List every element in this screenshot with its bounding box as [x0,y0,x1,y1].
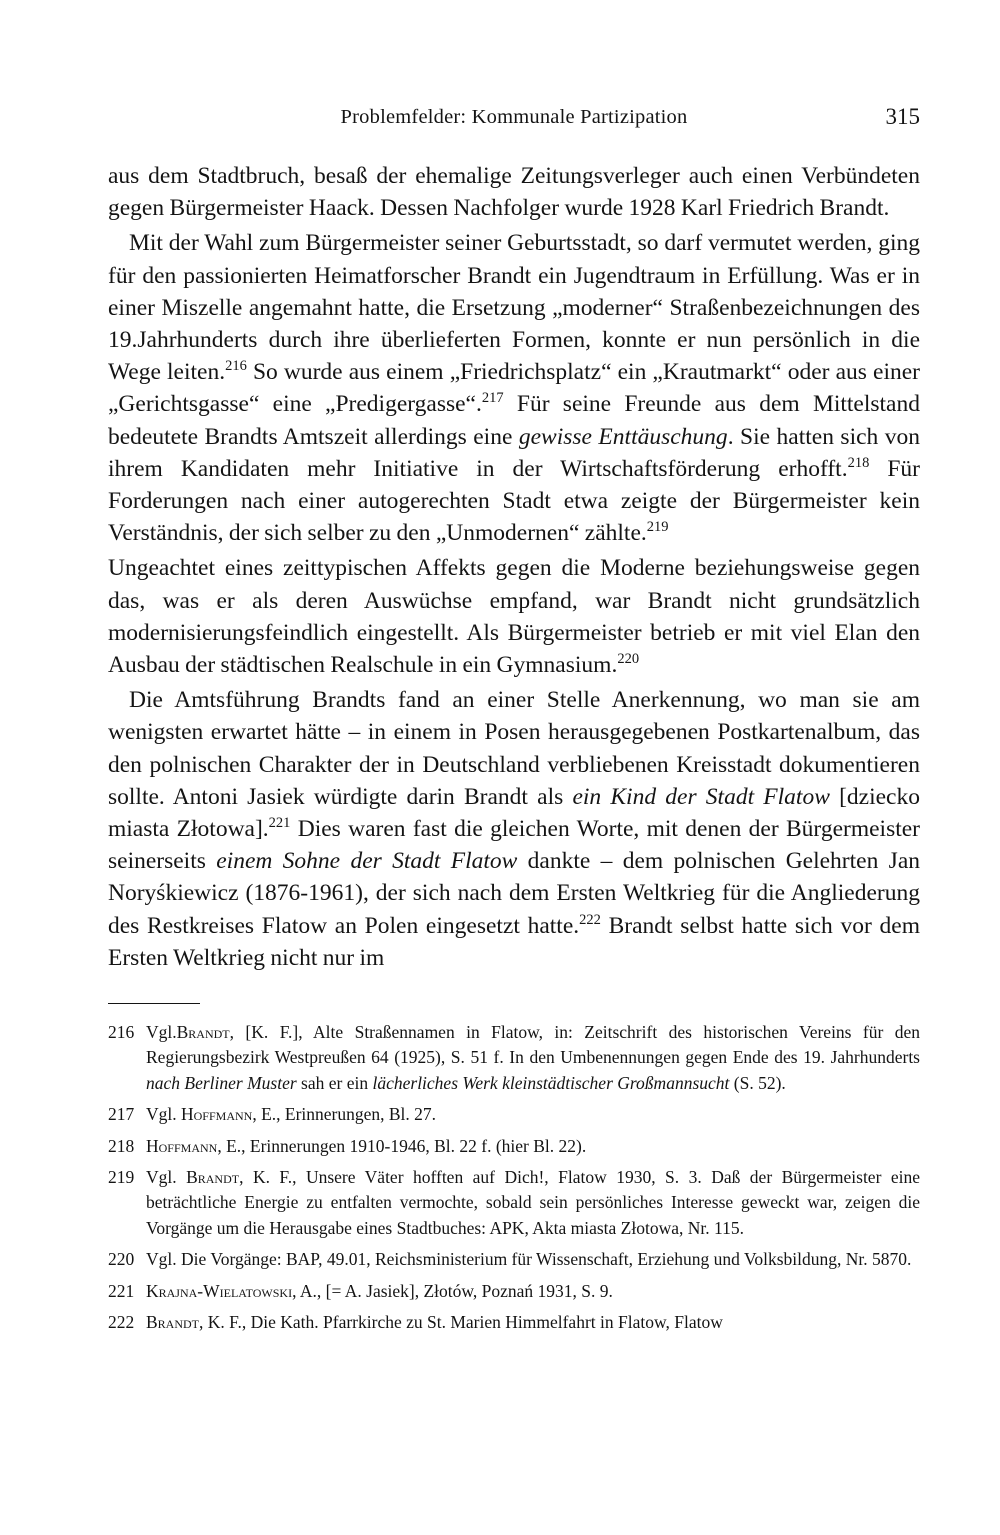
page-number: 315 [885,104,920,129]
footnote-221 [108,1279,920,1304]
running-title: Problemfelder: Kommunale Partizipation [340,106,688,128]
footnote-number: 217 [108,1104,135,1125]
author-name: Krajna-Wielatowski [146,1280,293,1301]
footnote-222 [108,1310,920,1335]
text-run: So wurde aus einem „Friedrichsplatz“ ein „Krautmarkt“ oder aus einer „Gerichtsgasse“ eine „Predigergasse“. [108,359,920,418]
footnote-218 [108,1134,920,1159]
footnote-216 [108,1020,920,1096]
footnote-number: 221 [108,1280,135,1301]
text-run: Vgl. [146,1022,177,1042]
paragraph-3 [108,552,920,681]
footnote-ref-217: 217 [481,390,504,407]
footnote-ref-222: 222 [579,911,601,928]
footnote-number: 218 [108,1135,135,1156]
footnote-divider [108,1003,200,1004]
author-name: Hoffmann [181,1104,253,1125]
text-run: (S. 52). [729,1072,786,1093]
footnote-ref-220: 220 [617,651,640,668]
text-run: Mit der Wahl zum Bürgermeister seiner Geburtsstadt, so darf vermutet werden, ging für den passionierten Heimatforscher Brandt ein Jugendtraum in Erfüllung. Was er in einer Miszelle angemahnt hatte, die Ersetzung „moderner“ Straßenbezeichnungen des 19.Jahrhunderts durch ihre überlieferten Formen, konnte er nun persönlich in die Wege leiten. [108,230,920,386]
author-name: Brandt [176,1022,230,1042]
text-run: Vgl. [146,1167,187,1188]
paragraph-2 [108,227,920,549]
text-run: , E., Erinnerungen 1910-1946, Bl. 22 f. (hier Bl. 22). [217,1135,587,1156]
text-run: , A., [= A. Jasiek], Złotów, Poznań 1931, S. 9. [292,1280,613,1301]
footnote-number: 220 [108,1249,135,1270]
author-name: Hoffmann [146,1135,218,1156]
italic-phrase: nach Berliner Muster [146,1072,297,1093]
text-run: aus dem Stadtbruch, besaß der ehemalige Zeitungsverleger auch einen Verbündeten gegen Bürgermeister Haack. Dessen Nachfolger wurde 1928 Karl Friedrich Brandt. [108,163,920,222]
text-run: sah er ein [296,1072,373,1093]
footnote-217 [108,1102,920,1127]
footnote-ref-218: 218 [847,454,870,471]
text-run: , K. F., Unsere Väter hofften auf Dich!, Flatow 1930, S. 3. Daß der Bürgermeister eine beträchtliche Energie zu entfalten vermochte, sobald sein persönliches Interesse geweckt war, zeigen die Vorgänge um die Herausgabe eines Stadtbuches: APK, Akta miasta Złotowa, Nr. 115. [146,1167,921,1238]
text-run: [dziecko miasta Złotowa]. [108,783,920,843]
footnote-219 [108,1165,920,1241]
italic-phrase: lächerliches Werk kleinstädtischer Großmannsucht [372,1072,730,1093]
footnote-number: 222 [108,1312,135,1333]
italic-phrase: gewisse Enttäuschung [518,423,728,450]
author-name: Brandt [146,1312,200,1333]
italic-phrase: ein Kind der Stadt Flatow [572,783,830,810]
text-run: Für Forderungen nach einer autogerechten Stadt etwa zeigte der Bürgermeister kein Verständnis, der sich selber zu den „Unmodernen“ zählte. [108,455,920,547]
paragraph-1 [108,160,920,224]
text-run: Die Amtsführung Brandts fand an einer Stelle Anerkennung, wo man sie am wenigsten erwartet hätte – in einem in Posen herausgegebenen Postkartenalbum, das den polnischen Charakter der in Deutschland verbliebenen Kreisstadt dokumentieren sollte. Antoni Jasiek würdigte darin Brandt als [108,687,920,810]
text-run: . Sie hatten sich von ihrem Kandidaten mehr Initiative in der Wirtschaftsförderung erhofft. [108,423,921,482]
text-run: Vgl. Die Vorgänge: BAP, 49.01, Reichsministerium für Wissenschaft, Erziehung und Volksbildung, Nr. 5870. [146,1249,912,1270]
footnote-ref-221: 221 [268,815,291,832]
running-head [108,100,920,134]
text-run: Vgl. [146,1104,181,1125]
footnote-ref-219: 219 [646,519,669,536]
text-run: , E., Erinnerungen, Bl. 27. [252,1104,437,1125]
text-run: Für seine Freunde aus dem Mittelstand bedeutete Brandts Amtszeit allerdings eine [108,391,920,450]
text-run: Ungeachtet eines zeittypischen Affekts gegen die Moderne beziehungsweise gegen das, was er als deren Auswüchse empfand, war Brandt nicht grundsätzlich modernisierungsfeindlich eingestellt. Als Bürgermeister betrieb er mit viel Elan den Ausbau der städtischen Realschule in ein Gymnasium. [108,555,920,679]
italic-phrase: einem Sohne der Stadt Flatow [216,848,518,875]
footnote-220 [108,1247,920,1272]
footnote-number: 219 [108,1167,135,1188]
footnote-ref-216: 216 [225,358,247,375]
body-text [108,160,920,974]
paragraph-4 [108,684,920,974]
author-name: Brandt [186,1167,240,1188]
footnote-number: 216 [108,1022,135,1042]
text-run: Brandt selbst hatte sich vor dem Ersten Weltkrieg nicht nur im [108,912,920,971]
footnotes [108,1020,920,1335]
text-run: , K. F., Die Kath. Pfarrkirche zu St. Marien Himmelfahrt in Flatow, Flatow [199,1312,723,1333]
text-run: , [K. F.], Alte Straßennamen in Flatow, in: Zeitschrift des historischen Vereins für den Regierungsbezirk Westpreußen 64 (1925), S. 51 f. In den Umbenennungen gegen Ende des 19. Jahrhunderts [146,1022,920,1068]
text-run: dankte – dem polnischen Gelehrten Jan Noryśkiewicz (1876-1961), der sich nach dem Ersten Weltkrieg für die Angliederung des Restkreises Flatow an Polen eingesetzt hatte. [108,848,920,939]
text-run: Dies waren fast die gleichen Worte, mit denen der Bürgermeister seinerseits [108,816,920,875]
